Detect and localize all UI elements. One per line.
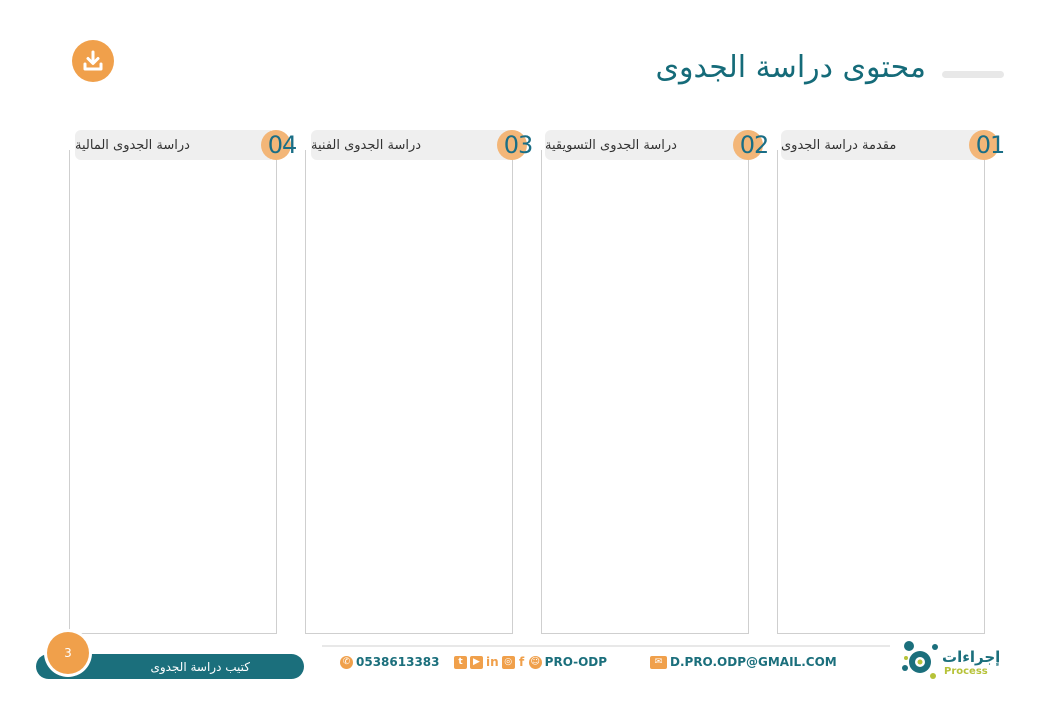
email-contact[interactable] [650, 655, 837, 669]
phone-icon: ✆ [340, 656, 353, 669]
section-number: 04 [267, 131, 297, 159]
section-number: 03 [503, 131, 533, 159]
booklet-title: كتيب دراسة الجدوى [150, 659, 250, 674]
download-button[interactable] [72, 40, 114, 82]
contact-bar [322, 645, 890, 677]
phone-number: 0538613383 [356, 655, 440, 669]
section-number: 01 [975, 131, 1005, 159]
snapchat-icon[interactable]: ☺ [530, 656, 540, 667]
page-number: 3 [47, 632, 89, 674]
section-number-badge [969, 130, 1005, 160]
section-heading: دراسة الجدوى الفنية [311, 130, 509, 160]
section-number-badge [497, 130, 533, 160]
phone-contact[interactable] [340, 655, 440, 669]
section-number-badge [733, 130, 769, 160]
social-handle: PRO-ODP [544, 655, 608, 669]
title-decoration [942, 71, 1004, 78]
section-box [69, 150, 277, 634]
logo-text: إجراءات [942, 648, 1001, 666]
section-heading: دراسة الجدوى التسويقية [545, 130, 745, 160]
linkedin-icon[interactable]: in [486, 654, 499, 669]
social-contact[interactable] [454, 655, 607, 669]
facebook-icon[interactable]: f [519, 654, 525, 669]
section-number: 02 [739, 131, 769, 159]
section-box [777, 150, 985, 634]
logo-subtext: Process [944, 666, 988, 677]
section-heading: دراسة الجدوى المالية [75, 130, 271, 160]
section-box [541, 150, 749, 634]
twitter-icon[interactable]: t [454, 656, 467, 669]
section-heading: مقدمة دراسة الجدوى [781, 130, 981, 160]
section-number-badge [261, 130, 297, 160]
email-icon: ✉ [650, 656, 667, 669]
section-box [305, 150, 513, 634]
youtube-icon[interactable]: ▶ [470, 656, 483, 669]
download-icon [81, 49, 105, 73]
page-title: محتوى دراسة الجدوى [655, 50, 926, 85]
instagram-icon[interactable]: ◎ [502, 656, 515, 669]
email-address: D.PRO.ODP@GMAIL.COM [670, 655, 837, 669]
